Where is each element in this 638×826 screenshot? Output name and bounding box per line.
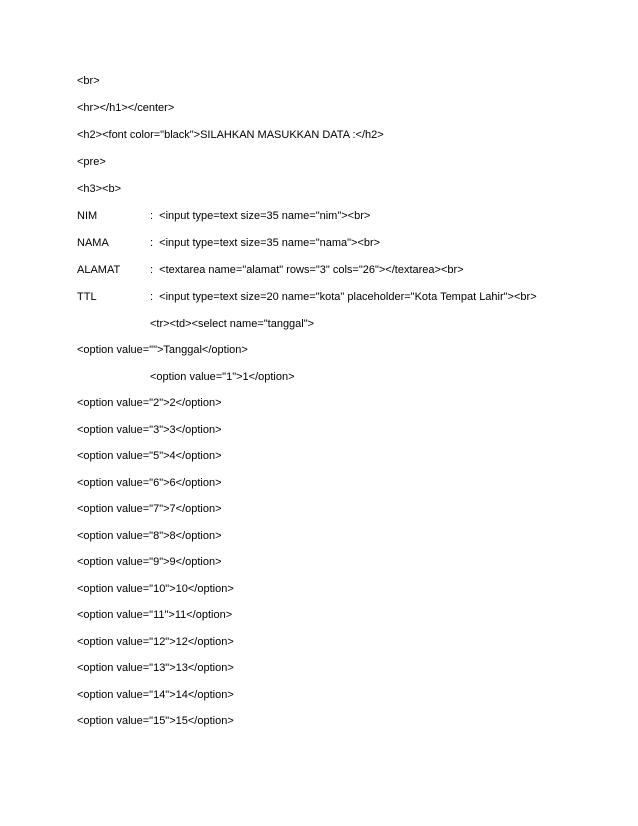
code-line: <h2><font color="black">SILAHKAN MASUKKAN DATA :</h2> [77, 129, 384, 141]
code-line: <option value="9">9</option> [77, 556, 222, 568]
code-line: <option value="3">3</option> [77, 424, 222, 436]
field-code-nim: : <input type=text size=35 name="nim"><br> [150, 210, 371, 222]
field-code-nama: : <input type=text size=35 name="nama"><br> [150, 237, 381, 249]
code-line: <option value="13">13</option> [77, 662, 234, 674]
code-line: <option value="5">4</option> [77, 450, 222, 462]
code-line: <option value="7">7</option> [77, 503, 222, 515]
code-line: <pre> [77, 156, 106, 168]
code-line: <option value="1">1</option> [150, 371, 295, 383]
code-line: <h3><b> [77, 183, 122, 195]
code-line-nim [77, 209, 370, 223]
code-line-nama [77, 236, 380, 250]
field-label-alamat: ALAMAT [77, 264, 121, 276]
field-code-alamat: : <textarea name="alamat" rows="3" cols="26"></textarea><br> [150, 264, 464, 276]
field-label-ttl: TTL [77, 291, 97, 303]
code-line: <option value="11">11</option> [77, 609, 233, 621]
code-line-alamat [77, 263, 464, 277]
code-line: <option value="15">15</option> [77, 715, 234, 727]
code-line: <hr></h1></center> [77, 102, 175, 114]
code-line: <tr><td><select name="tanggal"> [150, 318, 315, 330]
code-line: <option value="10">10</option> [77, 583, 234, 595]
field-label-nim: NIM [77, 210, 98, 222]
code-line: <option value="8">8</option> [77, 530, 222, 542]
code-line: <option value="12">12</option> [77, 636, 234, 648]
field-code-ttl: : <input type=text size=20 name="kota" placeholder="Kota Tempat Lahir"><br> [150, 291, 537, 303]
code-line-ttl [77, 290, 537, 304]
code-line: <option value="6">6</option> [77, 477, 222, 489]
field-label-nama: NAMA [77, 237, 109, 249]
code-line: <option value="14">14</option> [77, 689, 234, 701]
code-line: <option value="2">2</option> [77, 397, 222, 409]
code-line: <br> [77, 75, 100, 87]
code-line: <option value="">Tanggal</option> [77, 344, 248, 356]
